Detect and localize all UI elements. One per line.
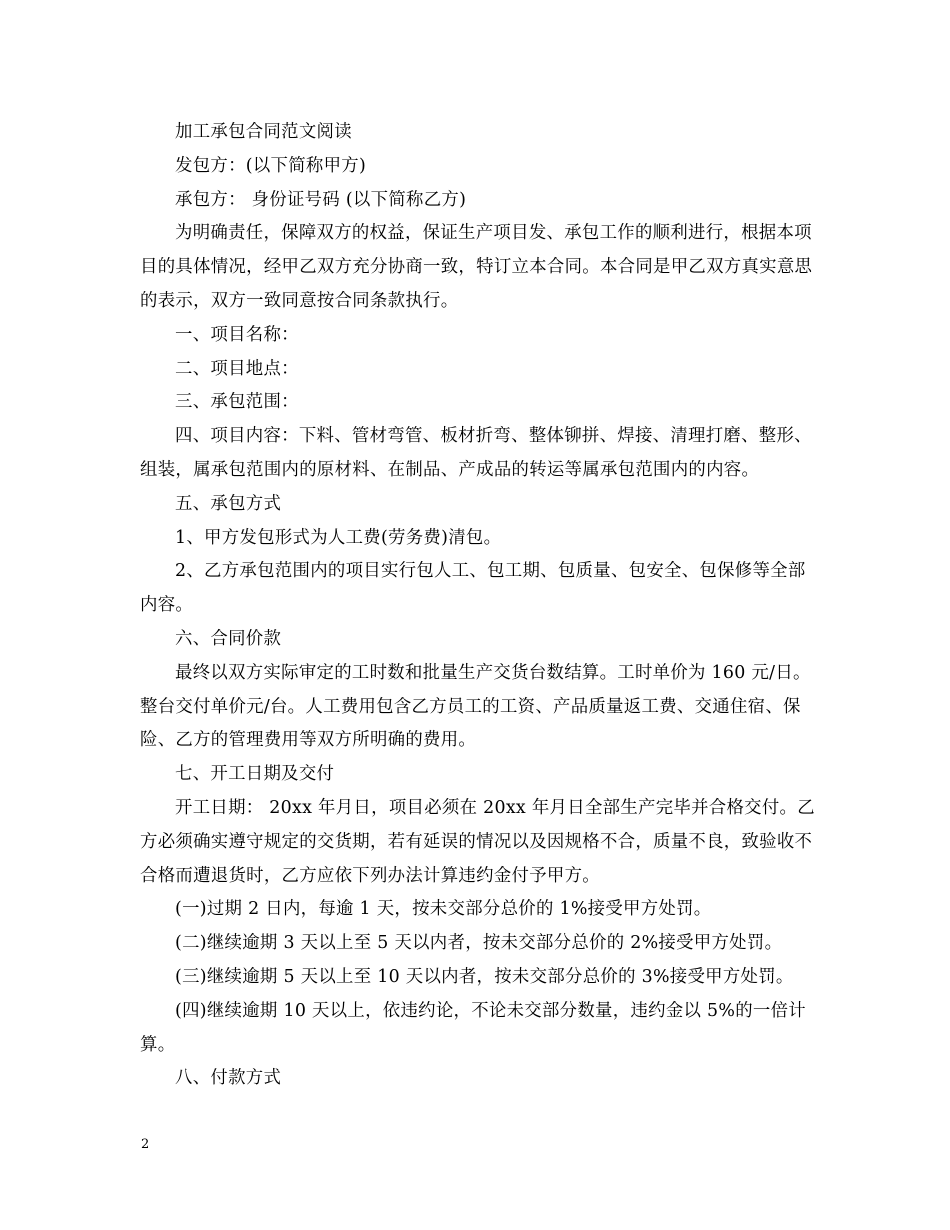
section-contract-price: 六、合同价款 — [175, 628, 282, 649]
document-title: 加工承包合同范文阅读 — [175, 122, 352, 142]
penalty-clause-3: (三)继续逾期 5 天以上至 10 天以内者，按未交部分总价的 3%接受甲方处罚。 — [175, 966, 794, 987]
party-b-line: 承包方： 身份证号码 (以下简称乙方) — [175, 189, 467, 210]
price-paragraph: 最终以双方实际审定的工时数和批量生产交货台数结算。工时单价为 160 元/日。整台交付单价元/台。人工费用包含乙方员工的工资、产品质量返工费、交通住宿、保险、乙方的管理费用等双方所明确的费用。 — [140, 662, 811, 751]
section-project-location: 二、项目地点： — [175, 358, 299, 379]
party-a-line: 发包方：(以下简称甲方) — [175, 155, 367, 176]
section-start-and-delivery: 七、开工日期及交付 — [175, 764, 335, 785]
penalty-clause-2: (二)继续逾期 3 天以上至 5 天以内者，按未交部分总价的 2%接受甲方处罚。 — [175, 933, 783, 954]
document-body — [140, 116, 820, 1096]
clause-5-1: 1、甲方发包形式为人工费(劳务费)清包。 — [175, 527, 502, 548]
section-contract-scope: 三、承包范围： — [175, 392, 299, 413]
penalty-clause-1: (一)过期 2 日内，每逾 1 天，按未交部分总价的 1%接受甲方处罚。 — [175, 899, 712, 920]
preamble-paragraph: 为明确责任，保障双方的权益，保证生产项目发、承包工作的顺利进行，根据本项目的具体情况，经甲乙双方充分协商一致，特订立本合同。本合同是甲乙双方真实意思的表示，双方一致同意按合同条款执行。 — [140, 223, 813, 311]
penalty-clause-4: (四)继续逾期 10 天以上，依违约论，不论未交部分数量，违约金以 5%的一倍计算。 — [140, 1000, 806, 1055]
section-project-content: 四、项目内容：下料、管材弯管、板材折弯、整体铆拼、焊接、清理打磨、整形、组装，属承包范围内的原材料、在制品、产成品的转运等属承包范围内的内容。 — [140, 426, 812, 480]
page-number: 2 — [141, 1137, 150, 1152]
clause-5-2: 2、乙方承包范围内的项目实行包人工、包工期、包质量、包安全、包保修等全部内容。 — [140, 561, 806, 616]
section-project-name: 一、项目名称： — [175, 324, 299, 345]
section-contract-method: 五、承包方式 — [175, 493, 282, 514]
start-date-paragraph: 开工日期： 20xx 年月日，项目必须在 20xx 年月日全部生产完毕并合格交付。乙方必须确实遵守规定的交货期，若有延误的情况以及因规格不合，质量不良，致验收不合格而遭退货时，乙方应依下列办法计算违约金付予甲方。 — [140, 797, 815, 886]
section-payment-method: 八、付款方式 — [175, 1068, 282, 1089]
